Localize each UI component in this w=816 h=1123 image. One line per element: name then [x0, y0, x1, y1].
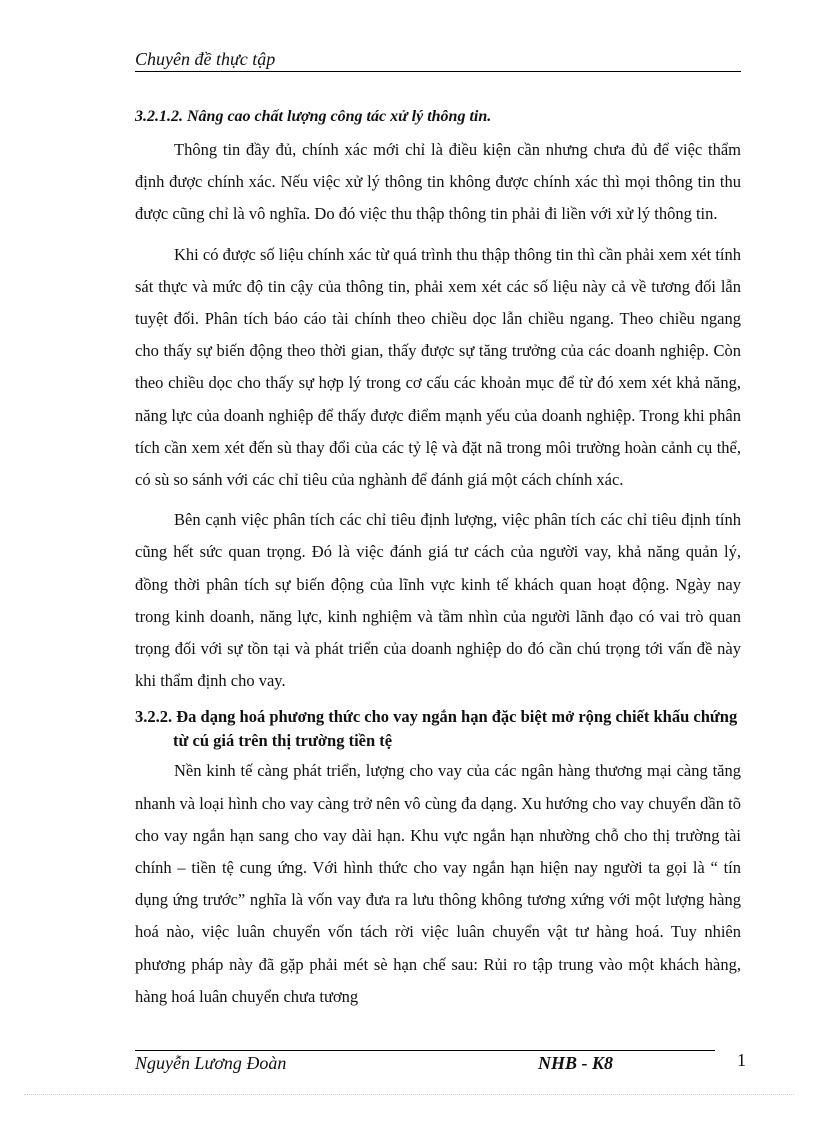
section-heading-3-2-2: 3.2.2. Đa dạng hoá phương thức cho vay ngắn hạn đặc biệt mở rộng chiết khấu chứng từ cú giá trên thị trường tiền tệ — [135, 707, 738, 751]
page-number: 1 — [737, 1050, 746, 1070]
paragraph-3: Bên cạnh việc phân tích các chỉ tiêu định lượng, việc phân tích các chỉ tiêu định tính cũng hết sức quan trọng. Đó là việc đánh giá tư cách của người vay, khả năng quản lý, đồng thời phân tích sự biến động của lĩnh vực kinh tế khách quan hoạt động. Ngày nay trong kinh doanh, năng lực, kinh nghiệm và tầm nhìn của người lãnh đạo có vai trò quan trọng đối với sự tồn tại và phát triển của doanh nghiệp do đó cần chú trọng tới vấn đề này khi thẩm định cho vay. — [135, 510, 741, 691]
page-footer — [135, 1050, 715, 1079]
header-title: Chuyên đề thực tập — [135, 49, 276, 69]
footer-author: Nguyễn Lương Đoàn — [135, 1053, 287, 1073]
page-content — [135, 104, 741, 1021]
paragraph-1: Thông tin đầy đủ, chính xác mới chỉ là điều kiện cần nhưng chưa đủ để việc thẩm định được chính xác. Nếu việc xử lý thông tin không được chính xác thì mọi thông tin thu được cũng chỉ là vô nghĩa. Do đó việc thu thập thông tin phải đi liền với xử lý thông tin. — [135, 140, 741, 224]
paragraph-4: Nền kinh tế càng phát triển, lượng cho vay của các ngân hàng thương mại càng tăng nhanh và loại hình cho vay càng trở nên vô cùng đa dạng. Xu hướng cho vay chuyển dần tõ cho vay ngắn hạn sang cho vay dài hạn. Khu vực ngắn hạn nhường chỗ cho thị trường tài chính – tiền tệ cung ứng. Với hình thức cho vay ngắn hạn hiện nay người ta gọi là “ tín dụng ứng trước” nghĩa là vốn vay đưa ra lưu thông không tương xứng với một lượng hàng hoá nào, việc luân chuyển vốn tách rời việc luân chuyển vật tư hàng hoá. Tuy nhiên phương pháp này đã gặp phải mét sè hạn chế sau: Rủi ro tập trung vào một khách hàng, hàng hoá luân chuyển chưa tương — [135, 761, 741, 1006]
page-header — [135, 48, 741, 72]
page-edge-divider — [24, 1094, 794, 1095]
section-heading-3-2-1-2: 3.2.1.2. Nâng cao chất lượng công tác xử lý thông tin. — [135, 108, 492, 125]
footer-class-code: NHB - K8 — [538, 1053, 614, 1073]
paragraph-2: Khi có được số liệu chính xác từ quá trình thu thập thông tin thì cần phải xem xét tính sát thực và mức độ tin cậy của thông tin, phải xem xét các số liệu này cả về tương đối lẫn tuyệt đối. Phân tích báo cáo tài chính theo chiều dọc lẫn chiều ngang. Theo chiều ngang cho thấy sự biến động theo thời gian, thấy được sự tăng trưởng của các doanh nghiệp. Còn theo chiều dọc cho thấy sự hợp lý trong cơ cấu các khoản mục để từ đó xem xét khả năng, năng lực của doanh nghiệp để thấy được điểm mạnh yếu của doanh nghiệp. Trong khi phân tích cần xem xét đến sù thay đổi của các tỷ lệ và đặt nã trong môi trường hoàn cảnh cụ thể, có sù so sánh với các chỉ tiêu của nghành để đánh giá một cách chính xác. — [135, 244, 741, 490]
